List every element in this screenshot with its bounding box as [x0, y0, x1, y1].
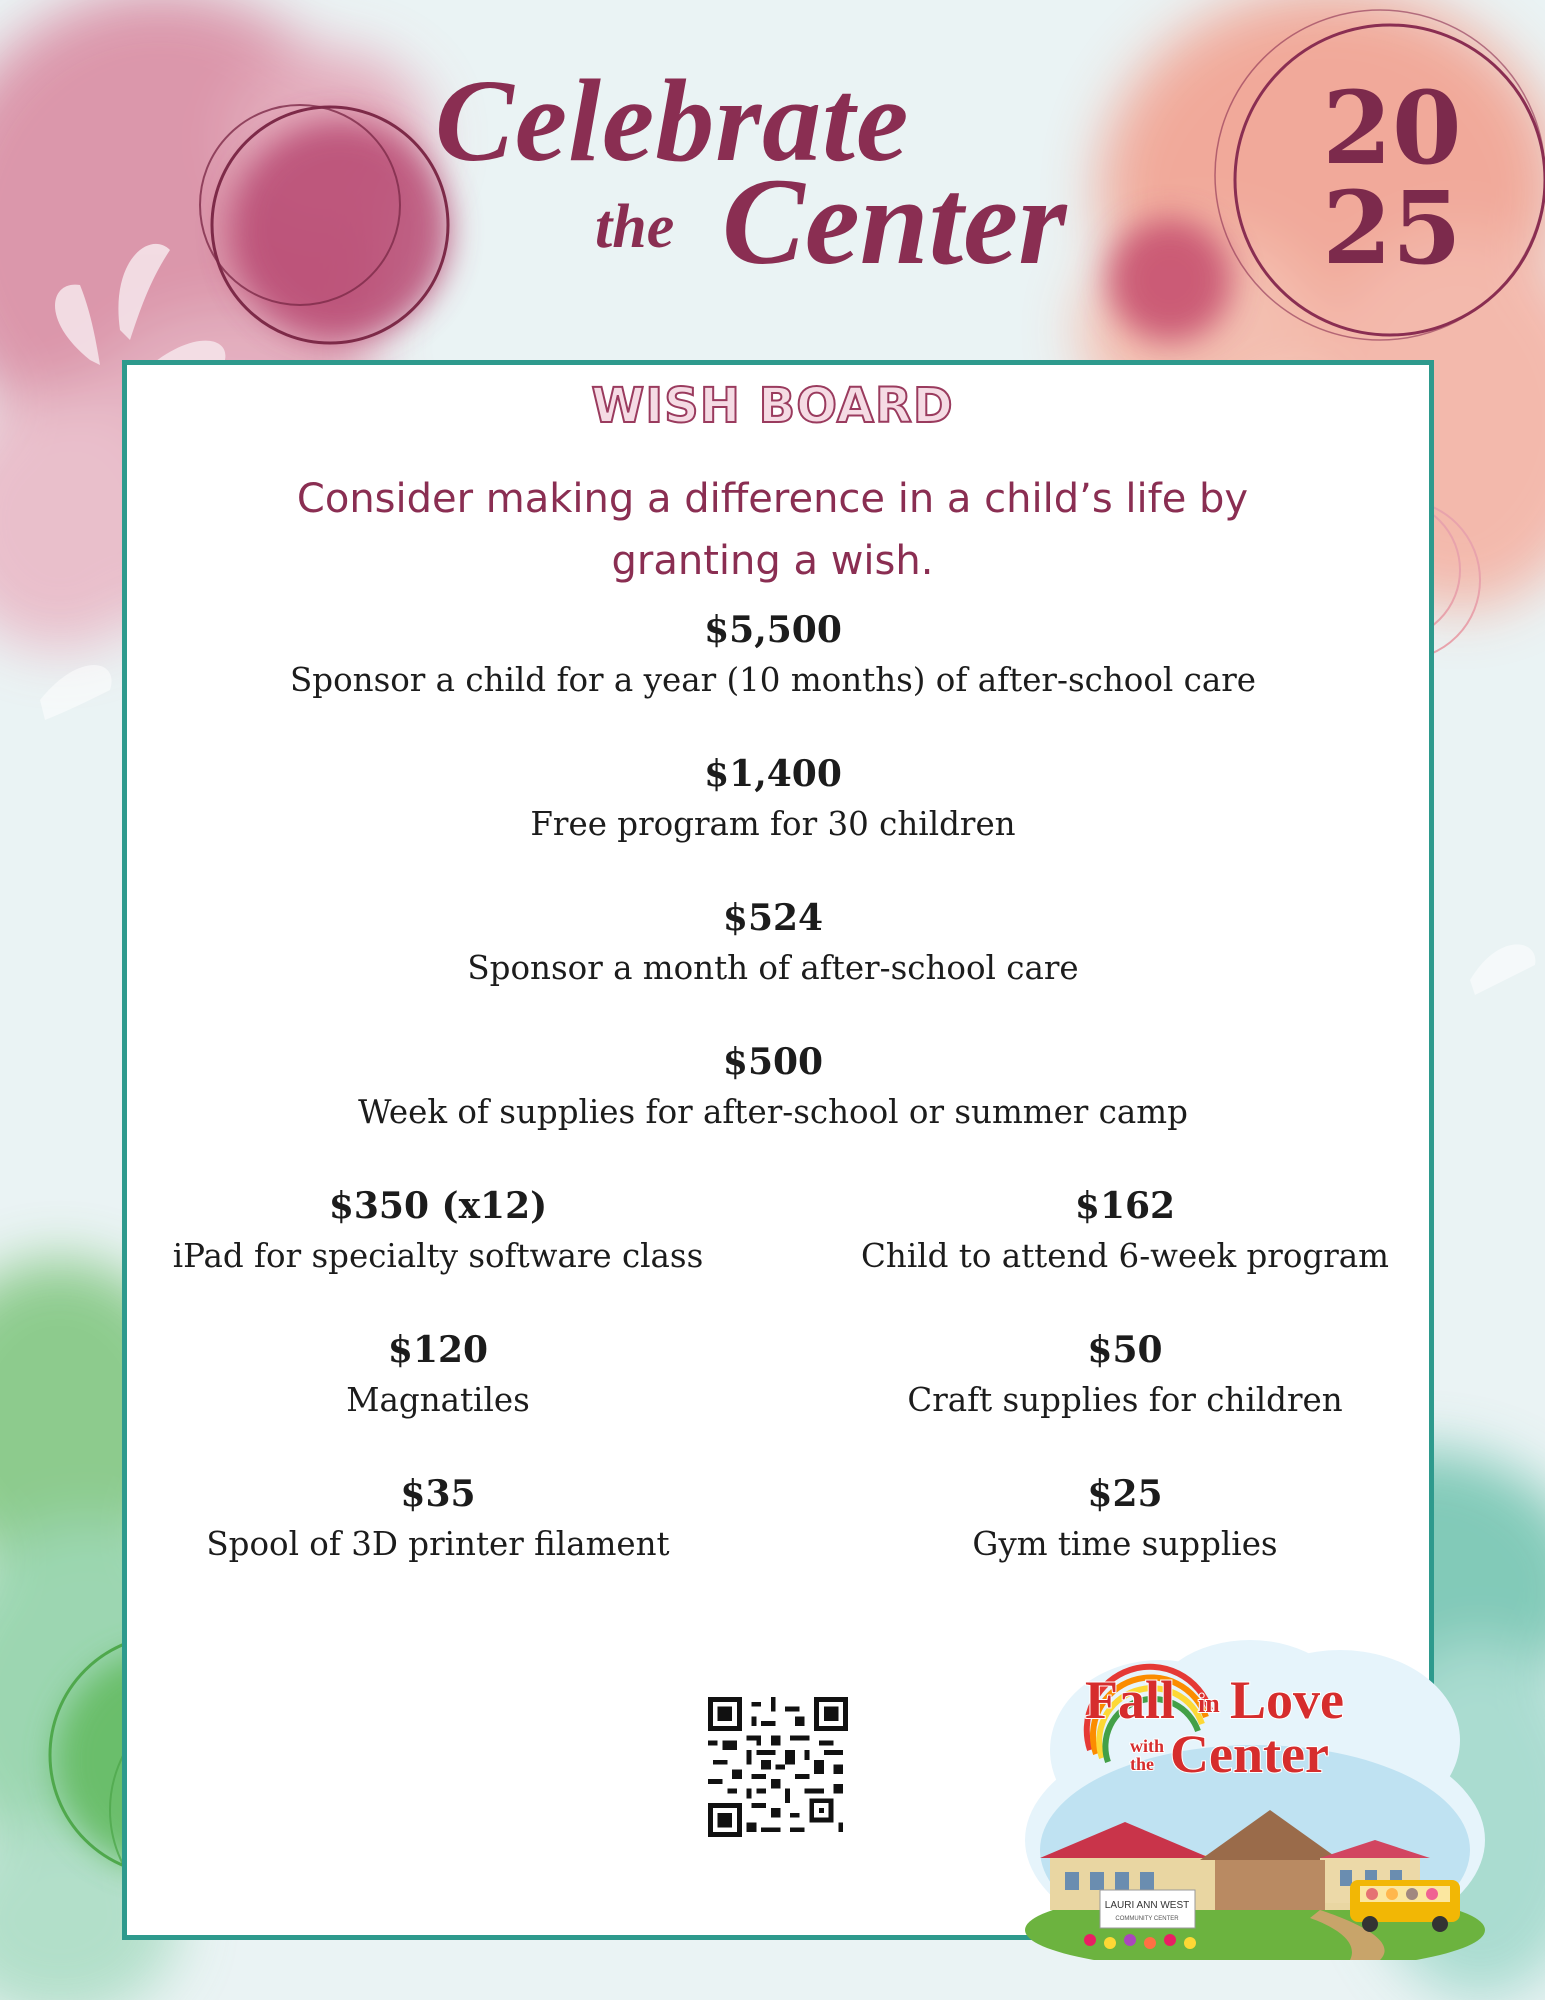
logo-text-with: with	[1130, 1736, 1165, 1756]
wish-item	[800, 1181, 1450, 1281]
wish-board-intro: Consider making a difference in a child’s life by granting a wish.	[296, 476, 1249, 584]
wish-description: Magnatiles	[346, 1381, 530, 1419]
wish-description: Craft supplies for children	[907, 1381, 1343, 1419]
logo-sign-line2: COMMUNITY CENTER	[1115, 1916, 1179, 1922]
wish-item	[122, 605, 1424, 705]
fall-in-love-logo	[1020, 1640, 1490, 1960]
title-center: Center	[722, 153, 1067, 290]
wish-item	[122, 1469, 754, 1569]
wish-item	[122, 1037, 1424, 1137]
wish-item	[122, 749, 1424, 849]
title-celebrate: Celebrate	[435, 55, 910, 186]
qr-code-icon[interactable]	[708, 1697, 848, 1837]
wish-price: $50	[1087, 1329, 1163, 1371]
wish-board-title: WISH BOARD	[591, 378, 954, 434]
logo-text-love: Love	[1230, 1670, 1344, 1730]
wish-price: $25	[1087, 1473, 1163, 1515]
wish-item	[122, 1325, 754, 1425]
wish-item	[122, 1181, 754, 1281]
year-bottom: 25	[1322, 169, 1462, 287]
wish-description: Gym time supplies	[972, 1525, 1278, 1563]
title-the: the	[595, 193, 675, 261]
wish-description: Sponsor a child for a year (10 months) of after-school care	[290, 661, 1256, 699]
wish-price: $162	[1074, 1185, 1176, 1227]
logo-sign-line1: LAURI ANN WEST	[1104, 1900, 1190, 1911]
wish-description: Sponsor a month of after-school care	[467, 949, 1079, 987]
wish-price: $1,400	[704, 753, 842, 795]
logo-text-the: the	[1130, 1754, 1154, 1774]
wish-price: $5,500	[704, 609, 842, 651]
year-top: 20	[1322, 69, 1462, 187]
logo-text-in: in	[1198, 1689, 1220, 1718]
logo-text-center: Center	[1170, 1724, 1329, 1784]
wish-description: Spool of 3D printer filament	[206, 1525, 670, 1563]
wish-price: $350 (x12)	[328, 1185, 548, 1227]
wish-price: $120	[387, 1329, 489, 1371]
wish-item	[122, 893, 1424, 993]
wish-item	[800, 1469, 1450, 1569]
wish-price: $35	[400, 1473, 476, 1515]
wish-item	[800, 1325, 1450, 1425]
wish-price: $500	[722, 1041, 824, 1083]
wish-description: Free program for 30 children	[530, 805, 1016, 843]
wish-price: $524	[722, 897, 824, 939]
wish-description: Child to attend 6-week program	[861, 1237, 1389, 1275]
logo-text-fall: Fall	[1085, 1670, 1175, 1730]
wish-description: Week of supplies for after-school or summer camp	[358, 1093, 1188, 1131]
wish-description: iPad for specialty software class	[172, 1237, 704, 1275]
